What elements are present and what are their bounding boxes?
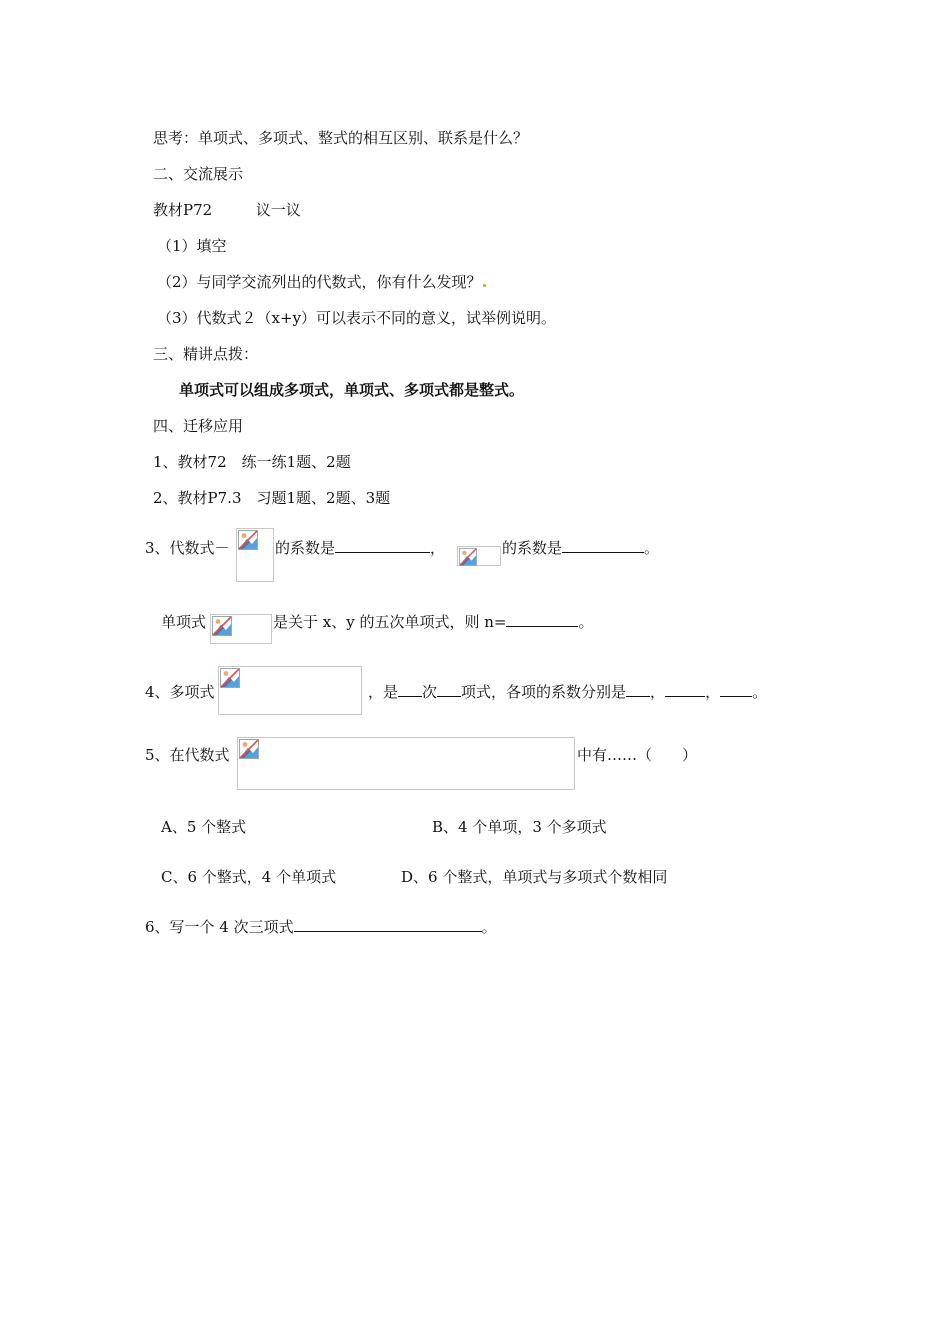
formula-image [210,614,272,644]
formula-image [237,737,575,790]
q3b-blank[interactable] [506,612,578,627]
q6-blank[interactable] [294,917,482,932]
section-2-heading: 二、交流展示 [153,165,244,183]
q3b-line [273,612,593,632]
q3-mid2: 的系数是 [502,539,563,557]
q4-blank-coef-3[interactable] [720,682,752,697]
option-d[interactable]: D、6 个整式，单项式与多项式个数相同 [401,868,668,886]
think-question: 思考：单项式、多项式、整式的相互区别、联系是什么？ [153,129,529,147]
formula-image [457,546,501,566]
q4-comma-1: ， [650,683,666,701]
q6-prefix: 6、写一个 4 次三项式 [145,918,294,936]
textbook-discuss-line [153,200,301,220]
broken-image-icon [220,668,240,688]
artifact-dot-icon [483,284,486,287]
q4-prefix: 4、多项式 [145,683,215,701]
q3b-prefix: 单项式 [161,613,207,631]
section-4-heading: 四、迁移应用 [153,417,244,435]
q3-line-2 [502,538,659,558]
fill-item-1: （1）填空 [157,237,227,255]
q3b-mid: 是关于 x、y 的五次单项式，则 n= [273,613,507,631]
textbook-ref: 教材P72 [153,201,213,219]
section-3-heading: 三、精讲点拨： [153,345,259,363]
q4-mid2: 次 [422,683,438,701]
q3-prefix: 3、代数式－ [145,539,230,557]
option-b[interactable]: B、4 个单项，3 个多项式 [432,818,607,836]
formula-image [236,528,274,582]
q3-mid1: 的系数是 [275,539,336,557]
q6-line [145,917,497,937]
q3-blank-1[interactable] [335,538,430,553]
q3-line [275,538,445,558]
option-c[interactable]: C、6 个整式，4 个单项式 [161,868,337,886]
broken-image-icon [459,548,477,566]
q5-prefix: 5、在代数式 [145,746,230,764]
q4-blank-terms[interactable] [437,682,461,697]
option-a[interactable]: A、5 个整式 [161,818,247,836]
broken-image-icon [212,616,232,636]
q3-comma: ， [430,539,446,557]
q4-blank-coef-1[interactable] [626,682,650,697]
q3-blank-2[interactable] [562,538,644,553]
q4-comma-2: ， [705,683,721,701]
application-2: 2、教材P7.3 习题1题、2题、3题 [153,489,391,507]
broken-image-icon [238,530,258,550]
application-1: 1、教材72 练一练1题、2题 [153,453,351,471]
q4-mid3: 项式，各项的系数分别是 [461,683,627,701]
q4-mid1: ，是 [368,683,399,701]
fill-item-2 [157,272,487,292]
q3b-end: 。 [578,613,594,631]
fill-item-2-text: （2）与同学交流列出的代数式，你有什么发现？ [157,273,482,291]
q4-end: 。 [752,683,768,701]
key-point: 单项式可以组成多项式，单项式、多项式都是整式。 [179,381,525,399]
q5-suffix: 中有……（ ） [577,746,698,764]
discuss-label: 议一议 [255,201,301,219]
q4-line [368,682,767,702]
q4-blank-coef-2[interactable] [665,682,705,697]
q6-end: 。 [481,918,497,936]
broken-image-icon [239,739,259,759]
formula-image [218,666,362,715]
q4-blank-degree[interactable] [398,682,422,697]
q3-end: 。 [644,539,660,557]
fill-item-3: （3）代数式２（x+y）可以表示不同的意义，试举例说明。 [157,309,557,327]
